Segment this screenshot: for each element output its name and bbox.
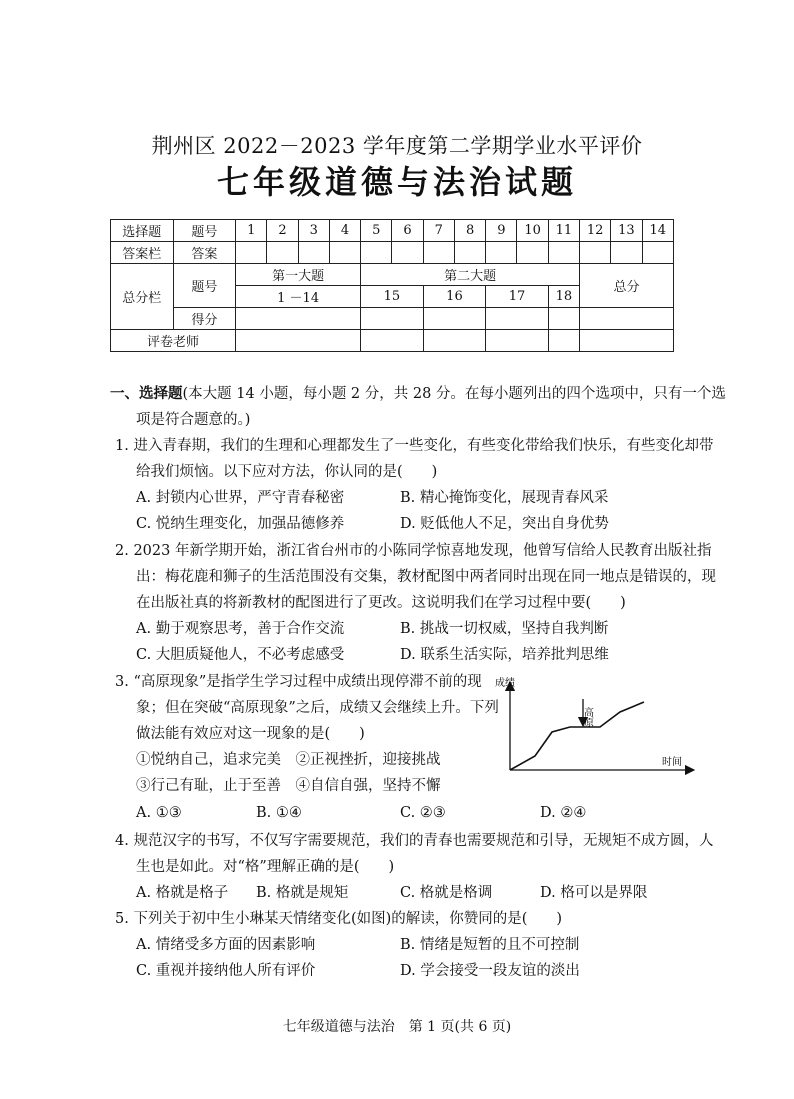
- row-sub-tihao: 题号: [173, 220, 236, 242]
- q5-option-c[interactable]: C. 重视并接纳他人所有评价: [136, 963, 316, 979]
- answer-cell[interactable]: [267, 242, 298, 264]
- q3-statements-2: ③行己有耻，止于至善 ④自信自强，坚持不懈: [136, 778, 441, 794]
- answer-cell[interactable]: [517, 242, 548, 264]
- q3-option-b[interactable]: B. ①④: [256, 805, 302, 821]
- answer-cell[interactable]: [236, 242, 267, 264]
- y-axis-label: 成绩: [495, 678, 515, 689]
- row-sub-tihao-2: 题号: [173, 264, 236, 308]
- score-cell[interactable]: [580, 308, 674, 330]
- q2-option-d[interactable]: D. 联系生活实际，培养批判思维: [400, 647, 609, 663]
- part2-num: 17: [486, 286, 549, 308]
- qnum-cell: 5: [361, 220, 392, 242]
- row-label-total: 总分栏: [111, 264, 174, 330]
- grader-cell[interactable]: [580, 330, 674, 352]
- q5-option-b[interactable]: B. 情绪是短暂的且不可控制: [400, 937, 580, 953]
- q1-option-d[interactable]: D. 贬低他人不足，突出自身优势: [400, 516, 609, 532]
- q5-option-a[interactable]: A. 情绪受多方面的因素影响: [136, 937, 316, 953]
- q2-option-a[interactable]: A. 勤于观察思考，善于合作交流: [136, 621, 345, 637]
- q2-stem-3: 在出版社真的将新教材的配图进行了更改。这说明我们在学习过程中要( ): [136, 595, 626, 611]
- score-cell[interactable]: [361, 308, 424, 330]
- grader-cell[interactable]: [486, 330, 549, 352]
- q3-option-a[interactable]: A. ①③: [136, 805, 182, 821]
- score-cell[interactable]: [423, 308, 486, 330]
- q5-option-d[interactable]: D. 学会接受一段友谊的淡出: [400, 963, 580, 979]
- q2-stem-2: 出：梅花鹿和狮子的生活范围没有交集，教材配图中两者同时出现在同一地点是错误的，现: [136, 569, 716, 585]
- qnum-cell: 14: [642, 220, 673, 242]
- q4-option-b[interactable]: B. 格就是规矩: [256, 885, 349, 901]
- answer-cell[interactable]: [361, 242, 392, 264]
- part1-header: 第一大题: [236, 264, 361, 286]
- q2-option-c[interactable]: C. 大胆质疑他人，不必考虑感受: [136, 647, 345, 663]
- q1-option-a[interactable]: A. 封锁内心世界，严守青春秘密: [136, 490, 345, 506]
- qnum-cell: 8: [454, 220, 485, 242]
- q3-option-c[interactable]: C. ②③: [400, 805, 446, 821]
- section1-intro: [110, 384, 726, 404]
- plateau-figure: [490, 672, 700, 782]
- q5-stem: 5. 下列关于初中生小琳某天情绪变化(如图)的解读，你赞同的是( ): [115, 911, 563, 927]
- q3-stem-3: 做法能有效应对这一现象的是( ): [136, 726, 365, 742]
- plateau-label: 高原: [581, 707, 593, 727]
- q2-stem-1: 2. 2023 年新学期开始，浙江省台州市的小陈同学惊喜地发现，他曾写信给人民教育出版社指: [115, 543, 712, 559]
- answer-cell[interactable]: [298, 242, 329, 264]
- qnum-cell: 6: [392, 220, 423, 242]
- q4-option-d[interactable]: D. 格可以是界限: [540, 885, 648, 901]
- grader-cell[interactable]: [361, 330, 424, 352]
- q3-statements-1: ①悦纳自己，追求完美 ②正视挫折，迎接挑战: [136, 752, 441, 768]
- page-footer: 七年级道德与法治 第 1 页(共 6 页): [282, 1019, 512, 1035]
- section1-intro-2: 项是符合题意的。): [136, 412, 251, 428]
- grader-cell[interactable]: [236, 330, 361, 352]
- q4-option-c[interactable]: C. 格就是格调: [400, 885, 493, 901]
- growth-curve: [510, 702, 644, 770]
- grader-cell[interactable]: [548, 330, 579, 352]
- part2-num: 15: [361, 286, 424, 308]
- qnum-cell: 10: [517, 220, 548, 242]
- qnum-cell: 7: [423, 220, 454, 242]
- q1-option-c[interactable]: C. 悦纳生理变化，加强品德修养: [136, 516, 345, 532]
- q3-stem-2: 象；但在突破“高原现象”之后，成绩又会继续上升。下列: [136, 700, 499, 716]
- part2-num: 18: [548, 286, 579, 308]
- q2-option-b[interactable]: B. 挑战一切权威，坚持自我判断: [400, 621, 609, 637]
- score-label: 得分: [173, 308, 236, 330]
- q1-stem-2: 给我们烦恼。以下应对方法，你认同的是( ): [136, 464, 438, 480]
- qnum-cell: 13: [611, 220, 642, 242]
- q3-stem-1: 3. “高原现象”是指学生学习过程中成绩出现停滞不前的现: [115, 674, 482, 690]
- answer-cell[interactable]: [392, 242, 423, 264]
- answer-cell[interactable]: [486, 242, 517, 264]
- score-cell[interactable]: [486, 308, 549, 330]
- qnum-cell: 9: [486, 220, 517, 242]
- grader-label: 评卷老师: [111, 330, 236, 352]
- part2-header: 第二大题: [361, 264, 580, 286]
- row-sub-answer: 答案: [173, 242, 236, 264]
- answer-cell[interactable]: [454, 242, 485, 264]
- exam-header: 荆州区 2022－2023 学年度第二学期学业水平评价: [151, 134, 643, 158]
- answer-cell[interactable]: [329, 242, 360, 264]
- section1-intro-text: (本大题 14 小题，每小题 2 分，共 28 分。在每小题列出的四个选项中，只有一个选: [182, 386, 726, 402]
- qnum-cell: 3: [298, 220, 329, 242]
- qnum-cell: 12: [580, 220, 611, 242]
- answer-cell[interactable]: [642, 242, 673, 264]
- part1-range: 1 －14: [236, 286, 361, 308]
- q4-stem-2: 生也是如此。对“格”理解正确的是( ): [136, 859, 395, 875]
- total-header: 总分: [580, 264, 674, 308]
- exam-title: 七年级道德与法治试题: [216, 163, 577, 201]
- q1-stem-1: 1. 进入青春期，我们的生理和心理都发生了一些变化，有些变化带给我们快乐，有些变化却带: [115, 438, 714, 454]
- row-label-choice: 选择题: [111, 220, 174, 242]
- part2-num: 16: [423, 286, 486, 308]
- q4-option-a[interactable]: A. 格就是格子: [136, 885, 229, 901]
- score-cell[interactable]: [236, 308, 361, 330]
- q1-option-b[interactable]: B. 精心掩饰变化，展现青春风采: [400, 490, 609, 506]
- grader-cell[interactable]: [423, 330, 486, 352]
- x-axis-label: 时间: [662, 757, 682, 768]
- score-cell[interactable]: [548, 308, 579, 330]
- qnum-cell: 1: [236, 220, 267, 242]
- answer-cell[interactable]: [611, 242, 642, 264]
- answer-cell[interactable]: [423, 242, 454, 264]
- answer-cell[interactable]: [580, 242, 611, 264]
- score-table: [110, 219, 674, 352]
- qnum-cell: 2: [267, 220, 298, 242]
- qnum-cell: 11: [548, 220, 579, 242]
- qnum-cell: 4: [329, 220, 360, 242]
- q3-option-d[interactable]: D. ②④: [540, 805, 587, 821]
- answer-cell[interactable]: [548, 242, 579, 264]
- row-label-answer: 答案栏: [111, 242, 174, 264]
- section1-heading: 一、选择题: [110, 385, 183, 402]
- q4-stem-1: 4. 规范汉字的书写，不仅写字需要规范，我们的青春也需要规范和引导，无规矩不成方圆，人: [115, 833, 714, 849]
